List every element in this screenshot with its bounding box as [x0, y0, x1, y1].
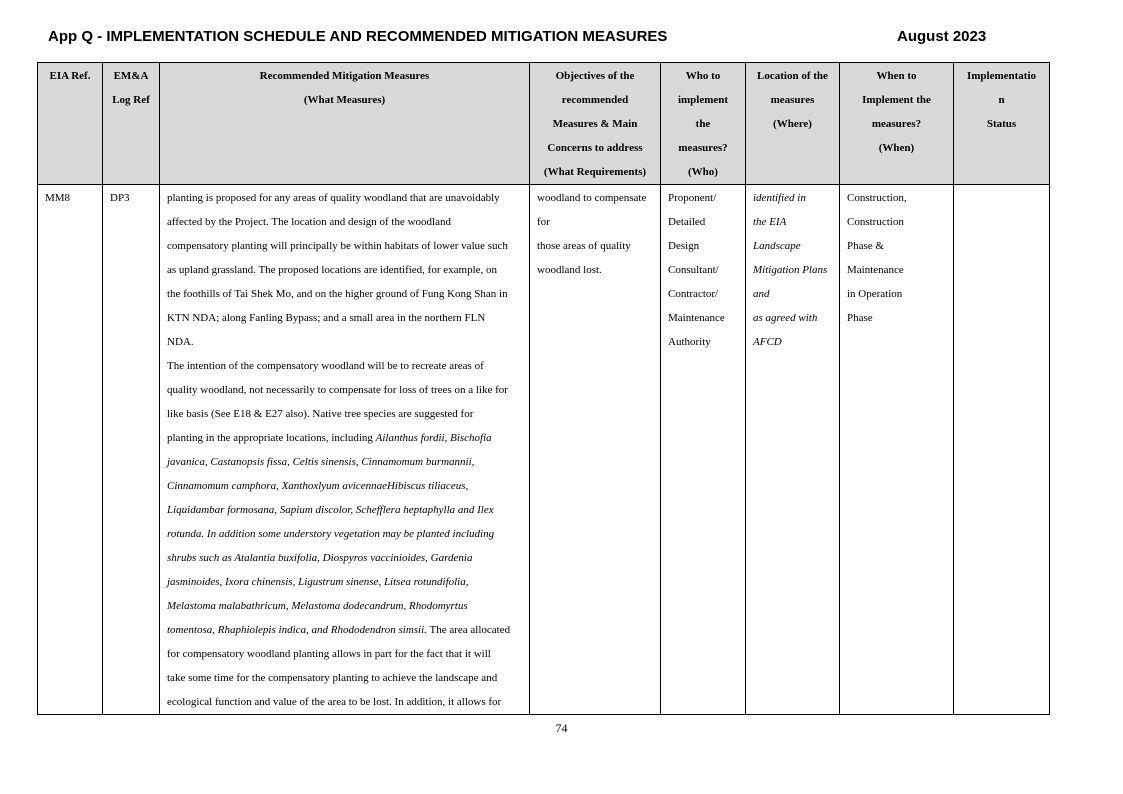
measures-text-run: Ailanthus fordii, Bischofia	[375, 432, 492, 444]
measures-text-run: Liquidambar formosana, Sapium discolor, Schefflera heptaphylla and Ilex	[167, 504, 494, 516]
measures-line	[167, 306, 523, 330]
cell-line: Mitigation Plans	[753, 264, 828, 276]
cell-line: Who to	[685, 70, 721, 82]
measures-line	[167, 594, 523, 618]
cell-line: recommended	[561, 94, 629, 106]
cell-line: (What Measures)	[303, 94, 386, 106]
measures-line	[167, 570, 523, 594]
measures-text-run: take some time for the compensatory planting to achieve the landscape and	[167, 672, 498, 684]
measures-line	[167, 642, 523, 666]
cell-line: Phase &	[847, 240, 884, 252]
cell-line: Location of the	[757, 70, 828, 82]
cell-line: the EIA	[753, 216, 787, 228]
cell-line: Implement the	[862, 94, 931, 106]
measures-text-run: quality woodland, not necessarily to compensate for loss of trees on a like for	[167, 384, 508, 396]
cell-line: Status	[986, 118, 1017, 130]
measures-line	[167, 474, 523, 498]
header-mitigation-measures	[160, 63, 530, 185]
header-eia-ref	[38, 63, 103, 185]
cell-line: Recommended Mitigation Measures	[259, 70, 430, 82]
cell-line: identified in	[753, 192, 806, 204]
measures-line	[167, 402, 523, 426]
cell-line: (Where)	[773, 118, 812, 130]
measures-line	[167, 186, 523, 210]
cell-line: Measures & Main	[552, 118, 638, 130]
measures-line	[167, 234, 523, 258]
measures-line	[167, 450, 523, 474]
measures-line	[167, 210, 523, 234]
cell-line: the	[695, 118, 711, 130]
cell-line: measures	[770, 94, 815, 106]
measures-text-run: KTN NDA; along Fanling Bypass; and a small area in the northern FLN	[167, 312, 486, 324]
cell-line: for	[537, 216, 550, 228]
measures-text-run: jasminoides, Ixora chinensis, Ligustrum sinense, Litsea rotundifolia,	[167, 576, 469, 588]
measures-text-run: for compensatory woodland planting allows in part for the fact that it will	[167, 648, 491, 660]
table-row	[38, 185, 1050, 715]
cell-line: and	[753, 288, 770, 300]
measures-text-run: javanica, Castanopsis fissa, Celtis sinensis, Cinnamomum burmannii,	[167, 456, 475, 468]
header-ema-log-ref	[103, 63, 160, 185]
cell-eia-ref: MM8	[38, 185, 103, 715]
measures-text-run: NDA.	[167, 336, 194, 348]
cell-line: as agreed with	[753, 312, 818, 324]
page-number: 74	[555, 721, 568, 735]
cell-line: Objectives of the	[555, 70, 635, 82]
measures-line	[167, 282, 523, 306]
measures-line	[167, 690, 523, 714]
cell-location	[746, 185, 840, 715]
cell-line: When to	[876, 70, 917, 82]
cell-when	[840, 185, 954, 715]
measures-text-run: rotunda. In addition some understory vegetation may be planted including	[167, 528, 495, 540]
cell-line: in Operation	[847, 288, 903, 300]
cell-measures	[160, 185, 530, 715]
measures-line	[167, 546, 523, 570]
measures-text-run: affected by the Project. The location and design of the woodland	[167, 216, 451, 228]
measures-line	[167, 426, 523, 450]
measures-text-run: the foothills of Tai Shek Mo, and on the higher ground of Fung Kong Shan in	[167, 288, 508, 300]
measures-text-run: like basis (See E18 & E27 also). Native tree species are suggested for	[167, 408, 474, 420]
cell-line: Landscape	[753, 240, 801, 252]
measures-text-run: compensatory planting will principally be within habitats of lower value such	[167, 240, 508, 252]
cell-log-ref: DP3	[103, 185, 160, 715]
measures-line	[167, 666, 523, 690]
cell-line: Maintenance	[668, 312, 725, 324]
measures-text-run: Cinnamomum camphora, Xanthoxlyum avicennaeHibiscus tiliaceus,	[167, 480, 469, 492]
measures-line	[167, 354, 523, 378]
cell-line: Detailed	[668, 216, 706, 228]
measures-text-run: Melastoma malabathricum, Melastoma dodecandrum, Rhodomyrtus	[167, 600, 468, 612]
cell-line: Construction,	[847, 192, 907, 204]
cell-line: AFCD	[753, 336, 782, 348]
measures-text-run: planting in the appropriate locations, including	[167, 432, 376, 444]
cell-line: implement	[677, 94, 729, 106]
cell-line: (Who)	[688, 166, 718, 178]
cell-line: Log Ref	[112, 94, 150, 106]
cell-line: (What Requirements)	[543, 166, 647, 178]
cell-line: Consultant/	[668, 264, 719, 276]
cell-line: measures?	[871, 118, 922, 130]
header-when	[840, 63, 954, 185]
measures-text-run: as upland grassland. The proposed locations are identified, for example, on	[167, 264, 498, 276]
cell-line: those areas of quality	[537, 240, 631, 252]
cell-line: Authority	[668, 336, 711, 348]
measures-text-run: The area allocated	[426, 624, 511, 636]
document-date: August 2023	[897, 28, 987, 45]
cell-line: EM&A	[113, 70, 149, 82]
cell-line: EIA Ref.	[49, 70, 91, 82]
cell-line: woodland to compensate	[537, 192, 647, 204]
cell-line: Construction	[847, 216, 904, 228]
measures-text-run: ecological function and value of the area to be lost. In addition, it allows for	[167, 696, 502, 708]
cell-line: Contractor/	[668, 288, 719, 300]
measures-line	[167, 378, 523, 402]
cell-line: woodland lost.	[537, 264, 602, 276]
cell-line: n	[998, 94, 1005, 106]
cell-line: Maintenance	[847, 264, 904, 276]
measures-text-run: tomentosa, Rhaphiolepis indica, and Rhododendron simsii.	[167, 624, 427, 636]
measures-text-run: The intention of the compensatory woodland will be to recreate areas of	[167, 360, 484, 372]
document-title: App Q - IMPLEMENTATION SCHEDULE AND RECOMMENDED MITIGATION MEASURES	[48, 28, 668, 45]
cell-line: Phase	[847, 312, 873, 324]
header-location	[746, 63, 840, 185]
cell-line: Implementatio	[966, 70, 1037, 82]
measures-line	[167, 522, 523, 546]
measures-line	[167, 258, 523, 282]
cell-line: measures?	[678, 142, 728, 154]
cell-line: Concerns to address	[547, 142, 643, 154]
header-implementation-status	[954, 63, 1050, 185]
measures-line	[167, 330, 523, 354]
implementation-schedule-table	[37, 62, 1050, 715]
cell-line: Design	[668, 240, 700, 252]
table-header-row	[38, 63, 1050, 185]
header-who	[661, 63, 746, 185]
cell-who	[661, 185, 746, 715]
measures-line	[167, 618, 523, 642]
cell-line: (When)	[878, 142, 915, 154]
measures-line	[167, 498, 523, 522]
cell-line: Proponent/	[668, 192, 717, 204]
measures-text-run: shrubs such as Atalantia buxifolia, Diospyros vaccinioides, Gardenia	[167, 552, 473, 564]
measures-text-run: planting is proposed for any areas of quality woodland that are unavoidably	[167, 192, 500, 204]
cell-objectives	[530, 185, 661, 715]
cell-status	[954, 185, 1050, 715]
header-objectives	[530, 63, 661, 185]
